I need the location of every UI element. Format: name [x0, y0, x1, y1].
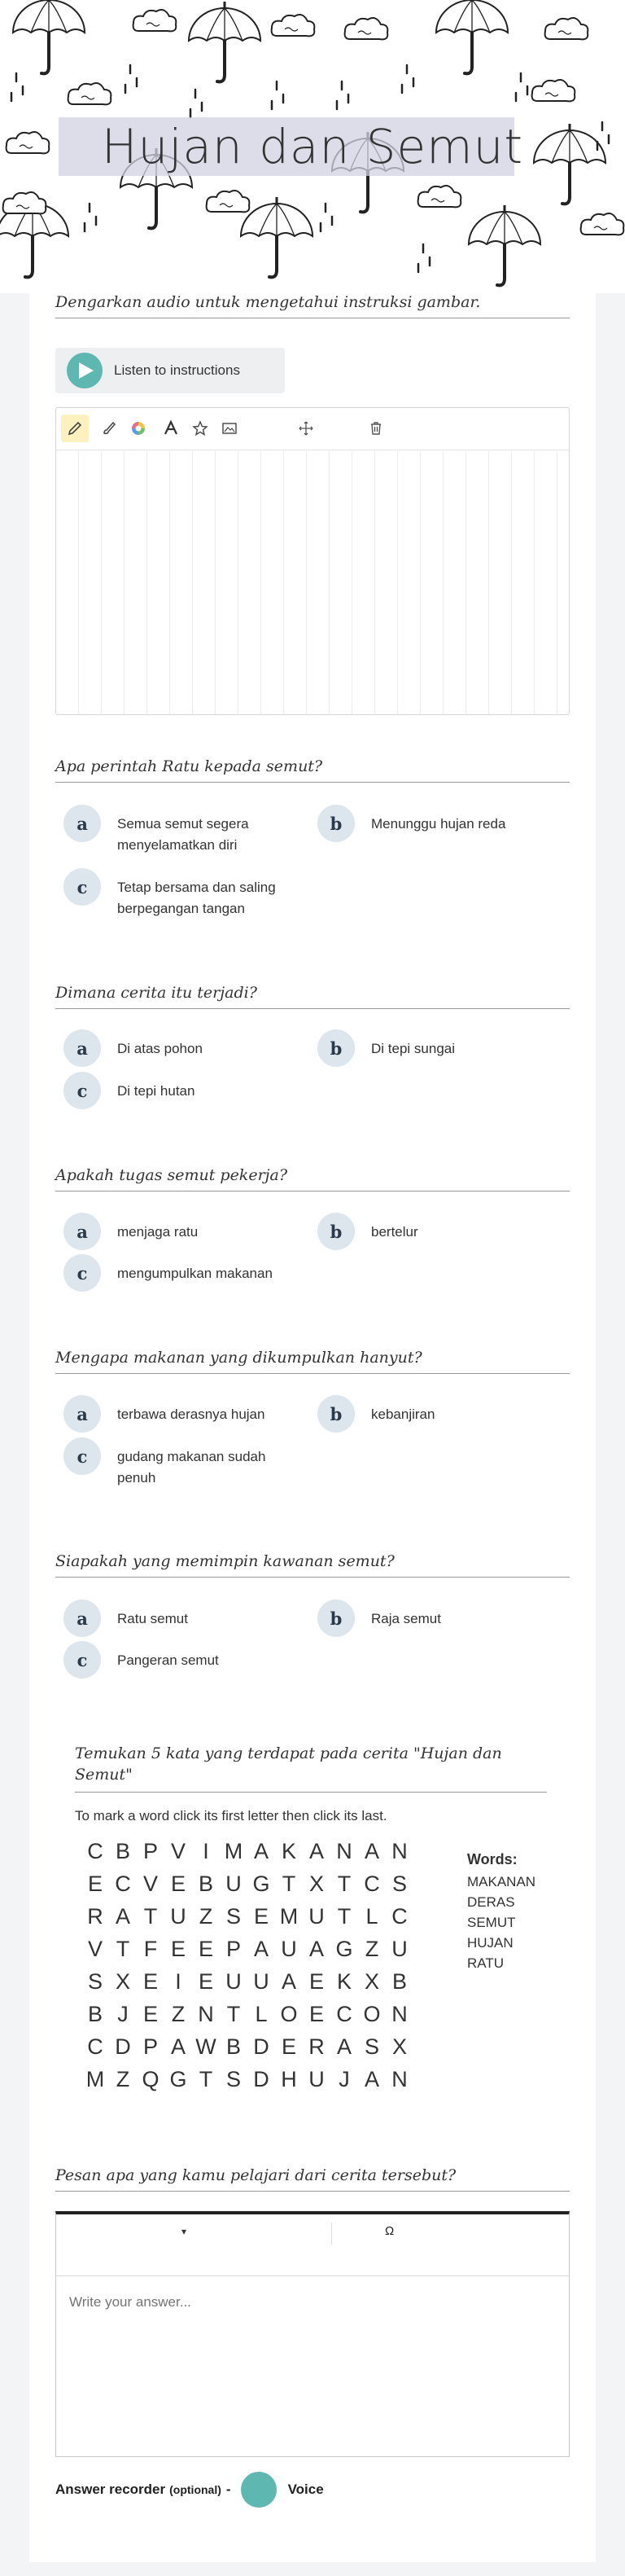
- option-text: mengumpulkan makanan: [117, 1266, 273, 1281]
- question-5-option-a[interactable]: [63, 1600, 296, 1637]
- question-4-option-c[interactable]: [63, 1437, 296, 1489]
- word-search-letter[interactable]: A: [308, 1937, 324, 1961]
- option-text: Ratu semut: [117, 1611, 188, 1626]
- option-letter: b: [317, 1395, 355, 1433]
- word-search-row: [81, 2067, 413, 2100]
- option-text: Menunggu hujan reda: [371, 816, 506, 832]
- header-banner: [0, 0, 625, 293]
- word-search-letter[interactable]: A: [253, 1839, 269, 1863]
- page-title: Hujan dan Semut: [101, 119, 524, 174]
- option-text: Di atas pohon: [117, 1041, 203, 1056]
- option-text: menjaga ratu: [117, 1224, 199, 1240]
- question-2-option-b[interactable]: [317, 1029, 550, 1067]
- option-letter: c: [63, 1254, 101, 1292]
- question-1-option-b[interactable]: [317, 805, 550, 842]
- word-search-letter[interactable]: E: [170, 1937, 186, 1961]
- word-search-letter[interactable]: T: [199, 2067, 213, 2091]
- word-list: [467, 1851, 549, 1973]
- drawing-grid: [56, 451, 569, 715]
- question-4-option-b[interactable]: [317, 1395, 550, 1433]
- word-search-letter[interactable]: P: [142, 1839, 158, 1863]
- word-search-letter[interactable]: A: [364, 2067, 379, 2091]
- option-letter: a: [63, 1395, 101, 1433]
- answer-recorder: [55, 2472, 324, 2508]
- option-letter: c: [63, 1641, 101, 1679]
- word-search-letter[interactable]: I: [175, 1969, 181, 1994]
- word-search-letter[interactable]: E: [281, 2034, 296, 2059]
- option-text: Di tepi hutan: [117, 1083, 195, 1099]
- word-search-letter[interactable]: C: [87, 2034, 103, 2059]
- trash-icon[interactable]: [362, 415, 390, 442]
- option-text: Di tepi sungai: [371, 1041, 456, 1056]
- voice-label: Voice: [287, 2482, 324, 2497]
- word-search-title: Temukan 5 kata yang terdapat pada cerita "Hujan dan Semut": [75, 1743, 547, 1793]
- word-search-letter[interactable]: Z: [116, 2067, 130, 2091]
- option-letter: b: [317, 1213, 355, 1250]
- option-text: Pangeran semut: [117, 1652, 219, 1668]
- word-search-letter[interactable]: N: [391, 2067, 408, 2091]
- word-search-letter[interactable]: A: [308, 1839, 324, 1863]
- word-search-letter[interactable]: H: [281, 2067, 297, 2091]
- word-search-letter[interactable]: A: [170, 2034, 186, 2059]
- word-search-letter[interactable]: E: [198, 1969, 213, 1994]
- word-search-letter[interactable]: U: [253, 1969, 269, 1994]
- word-search-letter[interactable]: S: [391, 1872, 407, 1896]
- word-search-letter[interactable]: E: [253, 1904, 269, 1929]
- word-search-letter[interactable]: A: [336, 2034, 352, 2059]
- word-search-row: [81, 1937, 413, 1969]
- word-search-letter[interactable]: E: [87, 1872, 103, 1896]
- play-icon: [67, 353, 103, 388]
- word-search-row: [81, 1872, 413, 1904]
- question-2-option-c[interactable]: [63, 1072, 296, 1109]
- drawing-toolbar: [56, 408, 569, 450]
- brush-icon[interactable]: [95, 415, 123, 442]
- word-search-instruction: To mark a word click its first letter then click its last.: [75, 1808, 387, 1823]
- word-search-letter[interactable]: G: [335, 1937, 353, 1961]
- word-search-letter[interactable]: F: [143, 1937, 158, 1961]
- word-search-letter[interactable]: Z: [171, 2002, 186, 2026]
- word-search-letter[interactable]: U: [225, 1872, 242, 1896]
- word-search-row: [81, 2034, 413, 2067]
- word-search-letter[interactable]: G: [169, 2067, 187, 2091]
- word-search-grid[interactable]: [81, 1839, 413, 2100]
- word-search-letter[interactable]: L: [255, 2002, 268, 2026]
- word-search-row: [81, 1839, 413, 1872]
- option-letter: a: [63, 1213, 101, 1250]
- record-voice-button[interactable]: [241, 2472, 277, 2508]
- word-list-item: SEMUT: [467, 1915, 516, 1930]
- question-1-option-c[interactable]: [63, 868, 296, 919]
- word-search-letter[interactable]: U: [391, 1937, 408, 1961]
- question-3-prompt: Apakah tugas semut pekerja?: [55, 1166, 570, 1191]
- option-text: bertelur: [371, 1224, 418, 1240]
- recorder-dash: -: [225, 2482, 231, 2497]
- word-search-letter[interactable]: R: [308, 2034, 325, 2059]
- word-search-letter[interactable]: L: [365, 1904, 378, 1929]
- word-search-letter[interactable]: D: [253, 2034, 269, 2059]
- question-3-option-a[interactable]: [63, 1213, 296, 1250]
- word-search-letter[interactable]: T: [337, 1872, 352, 1896]
- word-search-letter[interactable]: B: [225, 2034, 241, 2059]
- word-search-letter[interactable]: V: [87, 1937, 103, 1961]
- word-search-letter[interactable]: S: [364, 2034, 379, 2059]
- word-search-letter[interactable]: E: [142, 1969, 158, 1994]
- option-text: Tetap bersama dan saling berpegangan tangan: [117, 880, 276, 916]
- word-search-letter[interactable]: K: [281, 1839, 296, 1863]
- word-search-letter[interactable]: J: [339, 2067, 350, 2091]
- word-search-letter[interactable]: X: [391, 2034, 407, 2059]
- word-search-letter[interactable]: C: [391, 1904, 408, 1929]
- word-search-letter[interactable]: B: [391, 1969, 407, 1994]
- question-1-option-a[interactable]: [63, 805, 296, 856]
- word-search-letter[interactable]: K: [336, 1969, 352, 1994]
- option-text: gudang makanan sudah penuh: [117, 1449, 266, 1485]
- word-search-letter[interactable]: S: [225, 1904, 241, 1929]
- move-icon[interactable]: [292, 415, 320, 442]
- option-letter: b: [317, 1600, 355, 1637]
- word-search-letter[interactable]: O: [280, 2002, 298, 2026]
- word-search-letter[interactable]: C: [364, 1872, 380, 1896]
- word-search-letter[interactable]: I: [203, 1839, 209, 1863]
- word-search-letter[interactable]: G: [252, 1872, 270, 1896]
- question-2-option-a[interactable]: [63, 1029, 296, 1067]
- word-search-letter[interactable]: Z: [199, 1904, 213, 1929]
- word-list-item: DERAS: [467, 1894, 515, 1910]
- option-text: terbawa derasnya hujan: [117, 1406, 265, 1422]
- word-search-letter[interactable]: U: [308, 1904, 325, 1929]
- question-3-option-b[interactable]: [317, 1213, 550, 1250]
- word-search-letter[interactable]: Q: [142, 2067, 160, 2091]
- question-4-option-a[interactable]: [63, 1395, 296, 1433]
- question-3-option-c[interactable]: [63, 1254, 296, 1292]
- word-search-letter[interactable]: A: [364, 1839, 379, 1863]
- listen-instructions-button[interactable]: [55, 348, 285, 393]
- word-search-letter[interactable]: B: [198, 1872, 213, 1896]
- drawing-canvas[interactable]: [55, 407, 570, 715]
- essay-answer-input[interactable]: [69, 2294, 549, 2311]
- word-search-letter[interactable]: E: [142, 2002, 158, 2026]
- word-search-letter[interactable]: N: [391, 1839, 408, 1863]
- word-search-letter[interactable]: D: [253, 2067, 269, 2091]
- word-search-letter[interactable]: J: [117, 2002, 129, 2026]
- question-5-prompt: Siapakah yang memimpin kawanan semut?: [55, 1552, 570, 1578]
- word-search-letter[interactable]: T: [226, 2002, 241, 2026]
- word-search-letter[interactable]: M: [279, 1904, 299, 1929]
- word-search-letter[interactable]: U: [281, 1937, 297, 1961]
- word-search-letter[interactable]: S: [225, 2067, 241, 2091]
- word-search-letter[interactable]: C: [87, 1839, 103, 1863]
- word-search-letter[interactable]: B: [87, 2002, 103, 2026]
- word-search-letter[interactable]: W: [195, 2034, 216, 2059]
- word-search-letter[interactable]: V: [142, 1872, 158, 1896]
- recorder-label: Answer recorder: [55, 2482, 166, 2497]
- word-search-letter[interactable]: D: [115, 2034, 131, 2059]
- word-search-row: [81, 1969, 413, 2002]
- word-search-row: [81, 2002, 413, 2034]
- word-search-row: [81, 1904, 413, 1937]
- word-search-letter[interactable]: X: [308, 1872, 324, 1896]
- option-letter: a: [63, 805, 101, 842]
- essay-toolbar: [56, 2214, 569, 2276]
- option-letter: a: [63, 1029, 101, 1067]
- word-search-letter[interactable]: A: [253, 1937, 269, 1961]
- word-search-letter[interactable]: T: [116, 1937, 130, 1961]
- option-letter: c: [63, 1072, 101, 1109]
- essay-editor: [55, 2211, 570, 2457]
- word-list-title: Words:: [467, 1851, 518, 1867]
- option-letter: a: [63, 1600, 101, 1637]
- word-list-item: RATU: [467, 1955, 505, 1971]
- word-search-letter[interactable]: X: [364, 1969, 379, 1994]
- word-search-letter[interactable]: U: [308, 2067, 325, 2091]
- word-search-letter[interactable]: B: [115, 1839, 130, 1863]
- word-search-letter[interactable]: U: [225, 1969, 242, 1994]
- star-icon[interactable]: [186, 415, 214, 442]
- format-dropdown-icon[interactable]: ▾: [181, 2226, 187, 2237]
- option-text: kebanjiran: [371, 1406, 435, 1422]
- word-search-letter[interactable]: E: [308, 1969, 324, 1994]
- draw-instruction: Dengarkan audio untuk mengetahui instruksi gambar.: [55, 293, 570, 318]
- word-search-letter[interactable]: U: [170, 1904, 186, 1929]
- pencil-icon[interactable]: [61, 415, 89, 442]
- word-search-letter[interactable]: T: [282, 1872, 296, 1896]
- word-search-letter[interactable]: X: [115, 1969, 130, 1994]
- option-letter: b: [317, 1029, 355, 1067]
- word-search-letter[interactable]: R: [87, 1904, 103, 1929]
- option-text: Semua semut segera menyelamatkan diri: [117, 816, 249, 853]
- special-characters-icon[interactable]: Ω: [385, 2224, 395, 2238]
- word-search-letter[interactable]: E: [170, 1872, 186, 1896]
- word-search-letter[interactable]: A: [115, 1904, 130, 1929]
- option-letter: b: [317, 805, 355, 842]
- text-icon[interactable]: [157, 415, 185, 442]
- color-wheel-icon[interactable]: [125, 415, 152, 442]
- word-search-letter[interactable]: N: [198, 2002, 214, 2026]
- word-search-letter[interactable]: M: [224, 1839, 243, 1863]
- option-text: Raja semut: [371, 1611, 441, 1626]
- word-search-letter[interactable]: N: [391, 2002, 408, 2026]
- word-search-letter[interactable]: O: [363, 2002, 381, 2026]
- image-icon[interactable]: [216, 415, 243, 442]
- question-2-prompt: Dimana cerita itu terjadi?: [55, 984, 570, 1009]
- question-4-prompt: Mengapa makanan yang dikumpulkan hanyut?: [55, 1349, 570, 1374]
- word-search-letter[interactable]: S: [87, 1969, 103, 1994]
- option-letter: c: [63, 1437, 101, 1475]
- word-list-item: HUJAN: [467, 1935, 514, 1951]
- essay-prompt: Pesan apa yang kamu pelajari dari cerita tersebut?: [55, 2166, 570, 2192]
- word-search-letter[interactable]: M: [85, 2067, 105, 2091]
- word-search-letter[interactable]: T: [143, 1904, 158, 1929]
- word-search-letter[interactable]: P: [225, 1937, 241, 1961]
- listen-label: Listen to instructions: [114, 362, 240, 378]
- question-5-option-b[interactable]: [317, 1600, 550, 1637]
- word-search-letter[interactable]: C: [336, 2002, 352, 2026]
- word-search-letter[interactable]: A: [281, 1969, 296, 1994]
- word-search-letter[interactable]: C: [115, 1872, 131, 1896]
- word-search-letter[interactable]: T: [337, 1904, 352, 1929]
- word-search-letter[interactable]: P: [142, 2034, 158, 2059]
- word-search-letter[interactable]: N: [336, 1839, 352, 1863]
- word-search-letter[interactable]: E: [308, 2002, 324, 2026]
- word-search-letter[interactable]: V: [170, 1839, 186, 1863]
- word-search-letter[interactable]: Z: [365, 1937, 379, 1961]
- word-search-letter[interactable]: E: [198, 1937, 213, 1961]
- option-letter: c: [63, 868, 101, 906]
- question-5-option-c[interactable]: [63, 1641, 296, 1679]
- recorder-optional: (optional): [169, 2483, 221, 2496]
- question-1-prompt: Apa perintah Ratu kepada semut?: [55, 757, 570, 783]
- word-list-item: MAKANAN: [467, 1874, 536, 1889]
- toolbar-divider: [331, 2223, 332, 2245]
